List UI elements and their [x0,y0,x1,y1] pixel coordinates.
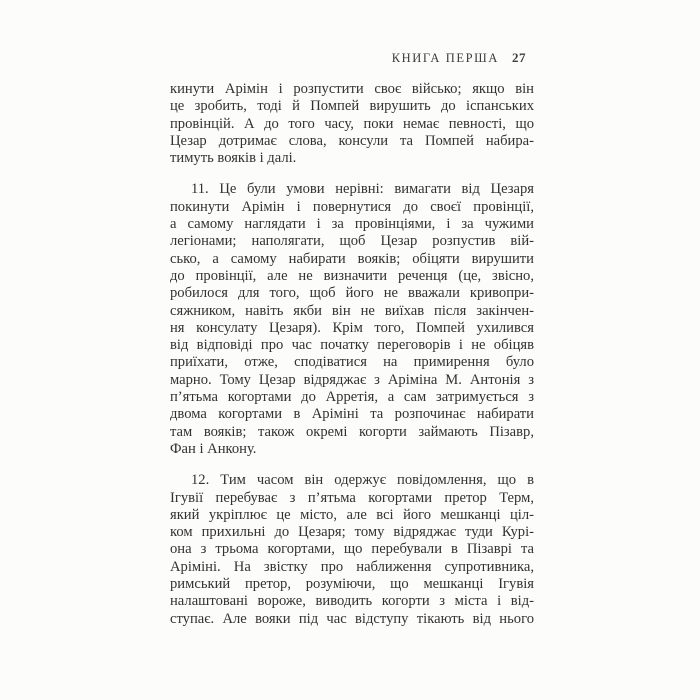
text-line: тимуть вояків і далі. [170,150,297,167]
text-line: до провінції, але не визначити реченця (це, звісно, [170,267,534,284]
page-number: 27 [512,50,526,65]
text-line: Фан і Анкону. [170,440,257,457]
text-line: Аріміні. На звістку про наближення супротивника, [170,558,534,575]
text-line: марно. Тому Цезар відряджає з Аріміна М. Антонія з [170,371,534,388]
text-block [170,81,534,642]
text-line: це зробить, тоді й Помпей вирушить до іспанських [170,98,534,115]
text-line: римський претор, розуміючи, що мешканці Ігувія [170,576,534,593]
text-line: ком прихильні до Цезаря; тому відряджає туди Курі- [170,524,534,541]
paragraph-11 [170,181,534,458]
text-line: ня консулату Цезаря). Крім того, Помпей ухилився [170,319,534,336]
text-line: ступає. Але вояки під час відступу тікають від нього [170,610,534,627]
text-line: легіонами; наполягати, щоб Цезар розпустив вій- [170,233,534,250]
text-line: она з трьома когортами, що перебували в Пізаврі та [170,541,534,558]
text-line: 11. Це були умови нерівні: вимагати від Цезаря [191,181,534,198]
text-line: від відповіді про час початку переговорів і не обіцяв [170,337,534,354]
text-line: налаштовані вороже, виводить когорти з міста і від- [170,593,534,610]
text-line: покинути Арімін і повернутися до своєї провінції, [170,198,534,215]
text-line: Цезар дотримає слова, консули та Помпей набира- [170,132,534,149]
paragraph-continuation [170,81,534,167]
text-line: сяжником, навіть якби він не виїхав після закінчен- [170,302,534,319]
text-line: 12. Тим часом він одержує повідомлення, що в [191,472,534,489]
text-line: приїхати, отже, сподіватися на примирення було [170,354,534,371]
text-line: робилося для того, щоб його не вважали кривопри- [170,285,534,302]
text-line: кинути Арімін і розпустити своє військо; якщо він [170,81,534,97]
book-title: КНИГА ПЕРША [391,51,499,65]
text-line: який укріплює це місто, але всі його мешканці ціл- [170,506,534,523]
text-line: сько, а самому набирати вояків; обіцяти вирушити [170,250,534,267]
text-line: провінцій. А до того часу, поки немає певності, що [170,115,534,132]
text-line: п’ятьма когортами до Арретія, а сам затримується з [170,389,534,406]
paragraph-12 [170,472,534,628]
running-header [170,49,534,67]
text-line: а самому наглядати і за провінціями, і за чужими [170,216,534,233]
text-line: Ігувії перебуває з п’ятьма когортами претор Терм, [170,489,534,506]
text-line: там вояків; також окремі когорти займають Пізавр, [170,423,534,440]
text-line: двома когортами в Аріміні та розпочинає набирати [170,406,534,423]
